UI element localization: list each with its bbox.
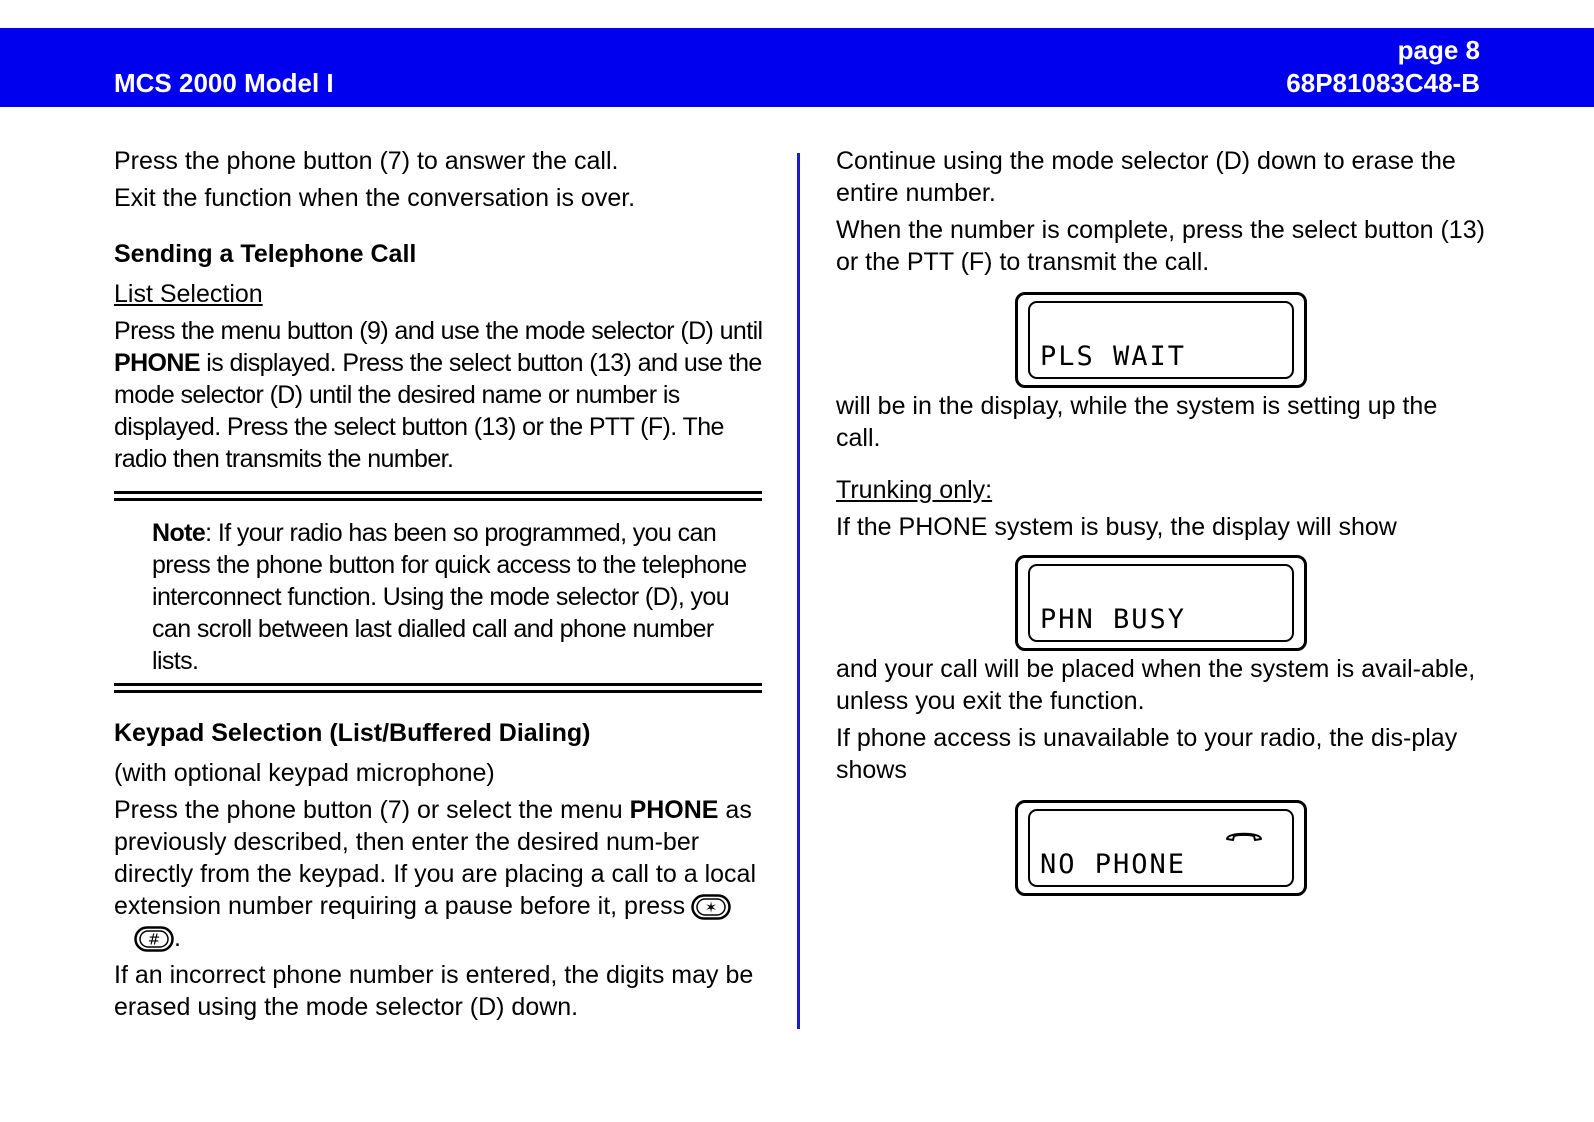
note-box xyxy=(114,517,764,677)
note-label: Note xyxy=(152,519,206,547)
subheading-list-selection: List Selection xyxy=(114,280,263,308)
column-divider xyxy=(797,153,800,1029)
paragraph-keypad-selection: Press the phone button (7) or select the menu PHONE as previously described, then enter the desired num-ber directly from the keypad. If you are placing a call to a local extension number requiring a pause before it, press ✶ # . xyxy=(114,796,756,952)
document-title: MCS 2000 Model I xyxy=(114,68,334,98)
display-text: PLS WAIT xyxy=(1040,341,1187,372)
section-heading-keypad-selection: Keypad Selection (List/Buffered Dialing) xyxy=(114,719,591,747)
page-number: page 8 xyxy=(1397,35,1480,65)
section-heading-sending-call: Sending a Telephone Call xyxy=(114,240,417,268)
note-text: : If your radio has been so programmed, you can press the phone button for quick access to the telephone interconnect function. Using the mode selector (D), you can scroll between last dialled call and phone number lists. xyxy=(152,519,747,675)
paragraph-phone-unavailable: If phone access is unavailable to your radio, the dis-play shows xyxy=(836,724,1458,784)
paragraph-call-placed: and your call will be placed when the system is avail-able, unless you exit the function. xyxy=(836,655,1476,715)
display-phn-busy xyxy=(1015,555,1307,651)
svg-text:✶: ✶ xyxy=(704,898,718,917)
star-key-icon xyxy=(691,894,731,920)
paragraph-number-complete: When the number is complete, press the select button (13) or the PTT (F) to transmit the call. xyxy=(836,216,1485,276)
paragraph-incorrect-number: If an incorrect phone number is entered, the digits may be erased using the mode selector (D) down. xyxy=(114,961,754,1021)
paragraph-setting-up: will be in the display, while the system is setting up the call. xyxy=(836,392,1438,452)
note-bottom-rule xyxy=(114,683,762,693)
handset-icon xyxy=(1224,827,1264,843)
left-column xyxy=(114,145,764,1023)
display-text: NO PHONE xyxy=(1040,849,1187,880)
display-no-phone xyxy=(1015,800,1307,896)
subheading-keypad-microphone: (with optional keypad microphone) xyxy=(114,759,495,787)
document-number: 68P81083C48-B xyxy=(1286,68,1480,98)
display-text: PHN BUSY xyxy=(1040,604,1187,635)
right-column xyxy=(836,145,1486,896)
paragraph-system-busy: If the PHONE system is busy, the display will show xyxy=(836,513,1397,541)
note-top-rule xyxy=(114,491,762,501)
paragraph-continue-erase: Continue using the mode selector (D) down to erase the entire number. xyxy=(836,147,1456,207)
pound-key-icon xyxy=(134,926,174,952)
paragraph-exit-function: Exit the function when the conversation is over. xyxy=(114,184,636,212)
subheading-trunking-only: Trunking only: xyxy=(836,476,993,504)
paragraph-answer-call: Press the phone button (7) to answer the call. xyxy=(114,147,619,175)
svg-text:#: # xyxy=(147,930,161,949)
display-pls-wait xyxy=(1015,292,1307,388)
paragraph-list-selection: Press the menu button (9) and use the mode selector (D) until PHONE is displayed. Press the select button (13) and use the mode selector (D) until the desired name or number is displayed. Press the select button (13) or the PTT (F). The radio then transmits the number. xyxy=(114,317,763,473)
